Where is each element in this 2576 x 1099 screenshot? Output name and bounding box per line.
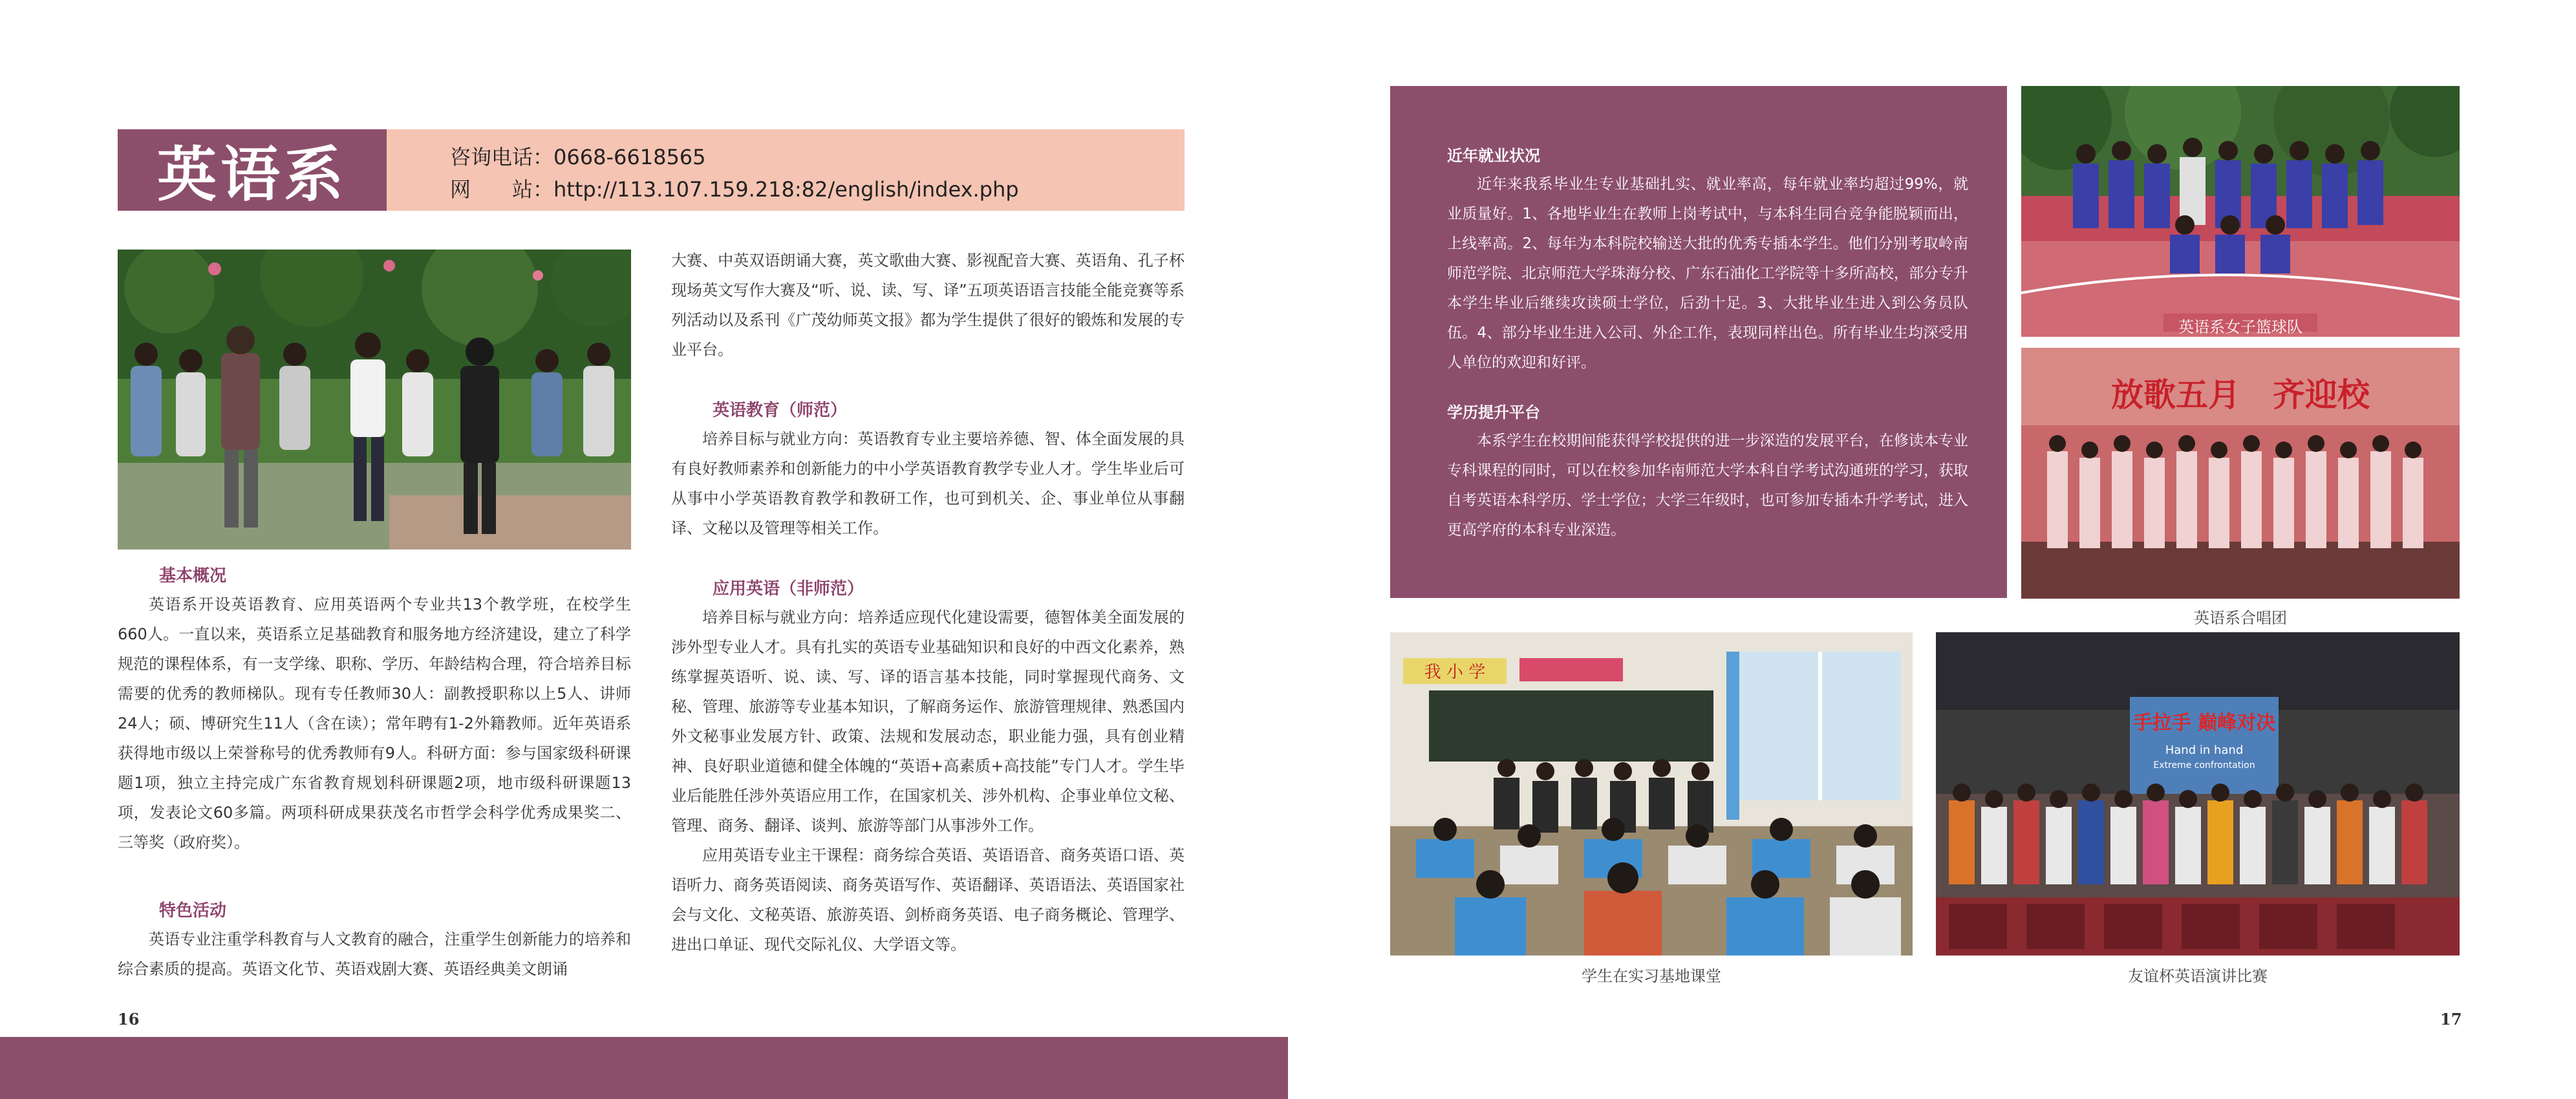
- phone-label: 咨询电话：: [450, 145, 554, 169]
- overview-text: 英语系开设英语教育、应用英语两个专业共13个教学班，在校学生660人。一直以来，英语系立足基础教育和服务地方经济建设，建立了科学规范的课程体系，有一支学缘、职称、学历、年龄结构合理，符合培养目标需要的优秀的教师梯队。现有专任教师30人：副教授职称以上5人、讲师24人；硕、博研究生11人（含在读）；常年聘有1-2外籍教师。近年英语系获得地市级以上荣誉称号的优秀教师有9人。科研方面：参与国家级科研课题1项，独立主持完成广东省教育规划科研课题2项，地市级科研课题13项，发表论文60多篇。两项科研成果获茂名市哲学会科学优秀成果奖二、三等奖（政府奖）。: [118, 595, 631, 851]
- contest-screen-en2: Extreme confrontation: [2153, 760, 2255, 771]
- activities-text-block: [118, 924, 631, 984]
- education-text-block: [671, 424, 1185, 543]
- choir-banner-text: 放歌五月 齐迎校: [2111, 376, 2370, 414]
- phone-number: 0668-6618565: [553, 145, 706, 169]
- website-label: 网 站：: [450, 177, 554, 202]
- bottom-bar: [0, 1037, 1288, 1099]
- photo-basketball-team: [2021, 86, 2460, 337]
- info-box: [1390, 86, 2007, 598]
- caption-basketball: 英语系女子篮球队: [2178, 318, 2302, 336]
- education-title: 英语教育（师范）: [713, 401, 848, 420]
- contest-screen-en1: Hand in hand: [2165, 743, 2244, 757]
- overview-title-wrap: [159, 562, 226, 586]
- advancement-text: 本系学生在校期间能获得学校提供的进一步深造的发展平台，在修读本专业专科课程的同时，可以在校参加华南师范大学本科自学考试沟通班的学习，获取自考英语本科学历、学士学位；大学三年级时，也可参加专插本升学考试，进入更高学府的本科专业深造。: [1447, 432, 1968, 539]
- applied-title-wrap: [713, 575, 864, 599]
- photo-students-outdoor: [118, 250, 631, 550]
- activities-text: 英语专业注重学科教育与人文教育的融合，注重学生创新能力的培养和综合素质的提高。英语文化节、英语戏剧大赛、英语经典美文朗诵: [118, 930, 631, 978]
- photo-speech-contest: [1936, 632, 2460, 955]
- website-line: [450, 173, 1019, 206]
- phone-line: [450, 141, 1019, 173]
- education-text: 培养目标与就业方向：英语教育专业主要培养德、智、体全面发展的具有良好教师素养和创新能力的中小学英语教育教学专业人才。学生毕业后可从事中小学英语教育教学和教研工作，也可到机关、企、事业单位从事翻译、文秘以及管理等相关工作。: [671, 430, 1185, 537]
- activities-title-wrap: [159, 897, 226, 921]
- applied-courses-text: 应用英语专业主干课程：商务综合英语、英语语音、商务英语口语、英语听力、商务英语阅读、商务英语写作、英语翻译、英语语法、英语国家社会与文化、文秘英语、旅游英语、剑桥商务英语、电子商务概论、管理学、进出口单证、现代交际礼仪、大学语文等。: [671, 846, 1185, 954]
- applied-text: 培养目标与就业方向：培养适应现代化建设需要，德智体美全面发展的涉外型专业人才。具有扎实的英语专业基础知识和良好的中西文化素养，熟练掌握英语听、说、读、写、译的语言基本技能，同时掌握现代商务、文秘、管理、旅游等专业基本知识，了解商务运作、旅游管理规律、熟悉国内外文秘事业发展方针、政策、法规和发展动态，职业能力强，具有创业精神、良好职业道德和健全体魄的“英语+高素质+高技能”专门人才。学生毕业后能胜任涉外英语应用工作，在国家机关、涉外机构、企事业单位文秘、管理、商务、翻译、谈判、旅游等部门从事涉外工作。: [671, 608, 1185, 835]
- website-url[interactable]: http://113.107.159.218:82/english/index.php: [553, 177, 1019, 202]
- page-number-left: 16: [118, 1010, 140, 1029]
- contest-screen-cn: 手拉手 巅峰对决: [2132, 712, 2276, 734]
- activities-continued-block: [671, 246, 1185, 365]
- photo-classroom: [1390, 632, 1913, 955]
- classroom-board-text: 我 小 学: [1424, 663, 1486, 682]
- applied-title: 应用英语（非师范）: [713, 579, 864, 599]
- caption-speech-contest: 友谊杯英语演讲比赛: [2128, 967, 2268, 985]
- advancement-title: 学历提升平台: [1447, 403, 1540, 421]
- education-title-wrap: [713, 397, 847, 421]
- employment-title: 近年就业状况: [1447, 147, 1540, 165]
- overview-title: 基本概况: [159, 566, 227, 586]
- applied-text-block: [671, 603, 1185, 959]
- activities-continued-text: 大赛、中英双语朗诵大赛，英文歌曲大赛、影视配音大赛、英语角、孔子杯现场英文写作大赛及“听、说、读、写、译”五项英语语言技能全能竞赛等系列活动以及系刊《广茂幼师英文报》都为学生提供了很好的锻炼和发展的专业平台。: [671, 251, 1185, 359]
- department-title: 英语系: [156, 140, 347, 209]
- photo-choir: [2021, 348, 2460, 599]
- employment-text: 近年来我系毕业生专业基础扎实、就业率高，每年就业率均超过99%，就业质量好。1、各地毕业生在教师上岗考试中，与本科生同台竞争能脱颖而出，上线率高。2、每年为本科院校输送大批的优秀专插本学生。他们分别考取岭南师范学院、北京师范大学珠海分校、广东石油化工学院等十多所高校，部分专升本学生毕业后继续攻读硕士学位，后劲十足。3、大批毕业生进入到公务员队伍。4、部分毕业生进入公司、外企工作，表现同样出色。所有毕业生均深受用人单位的欢迎和好评。: [1447, 176, 1968, 371]
- caption-choir: 英语系合唱团: [2194, 609, 2287, 627]
- activities-title: 特色活动: [159, 901, 227, 921]
- page-number-right: 17: [2440, 1010, 2462, 1029]
- caption-classroom: 学生在实习基地课堂: [1582, 967, 1721, 985]
- contact-info: [450, 141, 1019, 206]
- overview-text-block: [118, 590, 631, 857]
- department-title-box: [118, 129, 387, 211]
